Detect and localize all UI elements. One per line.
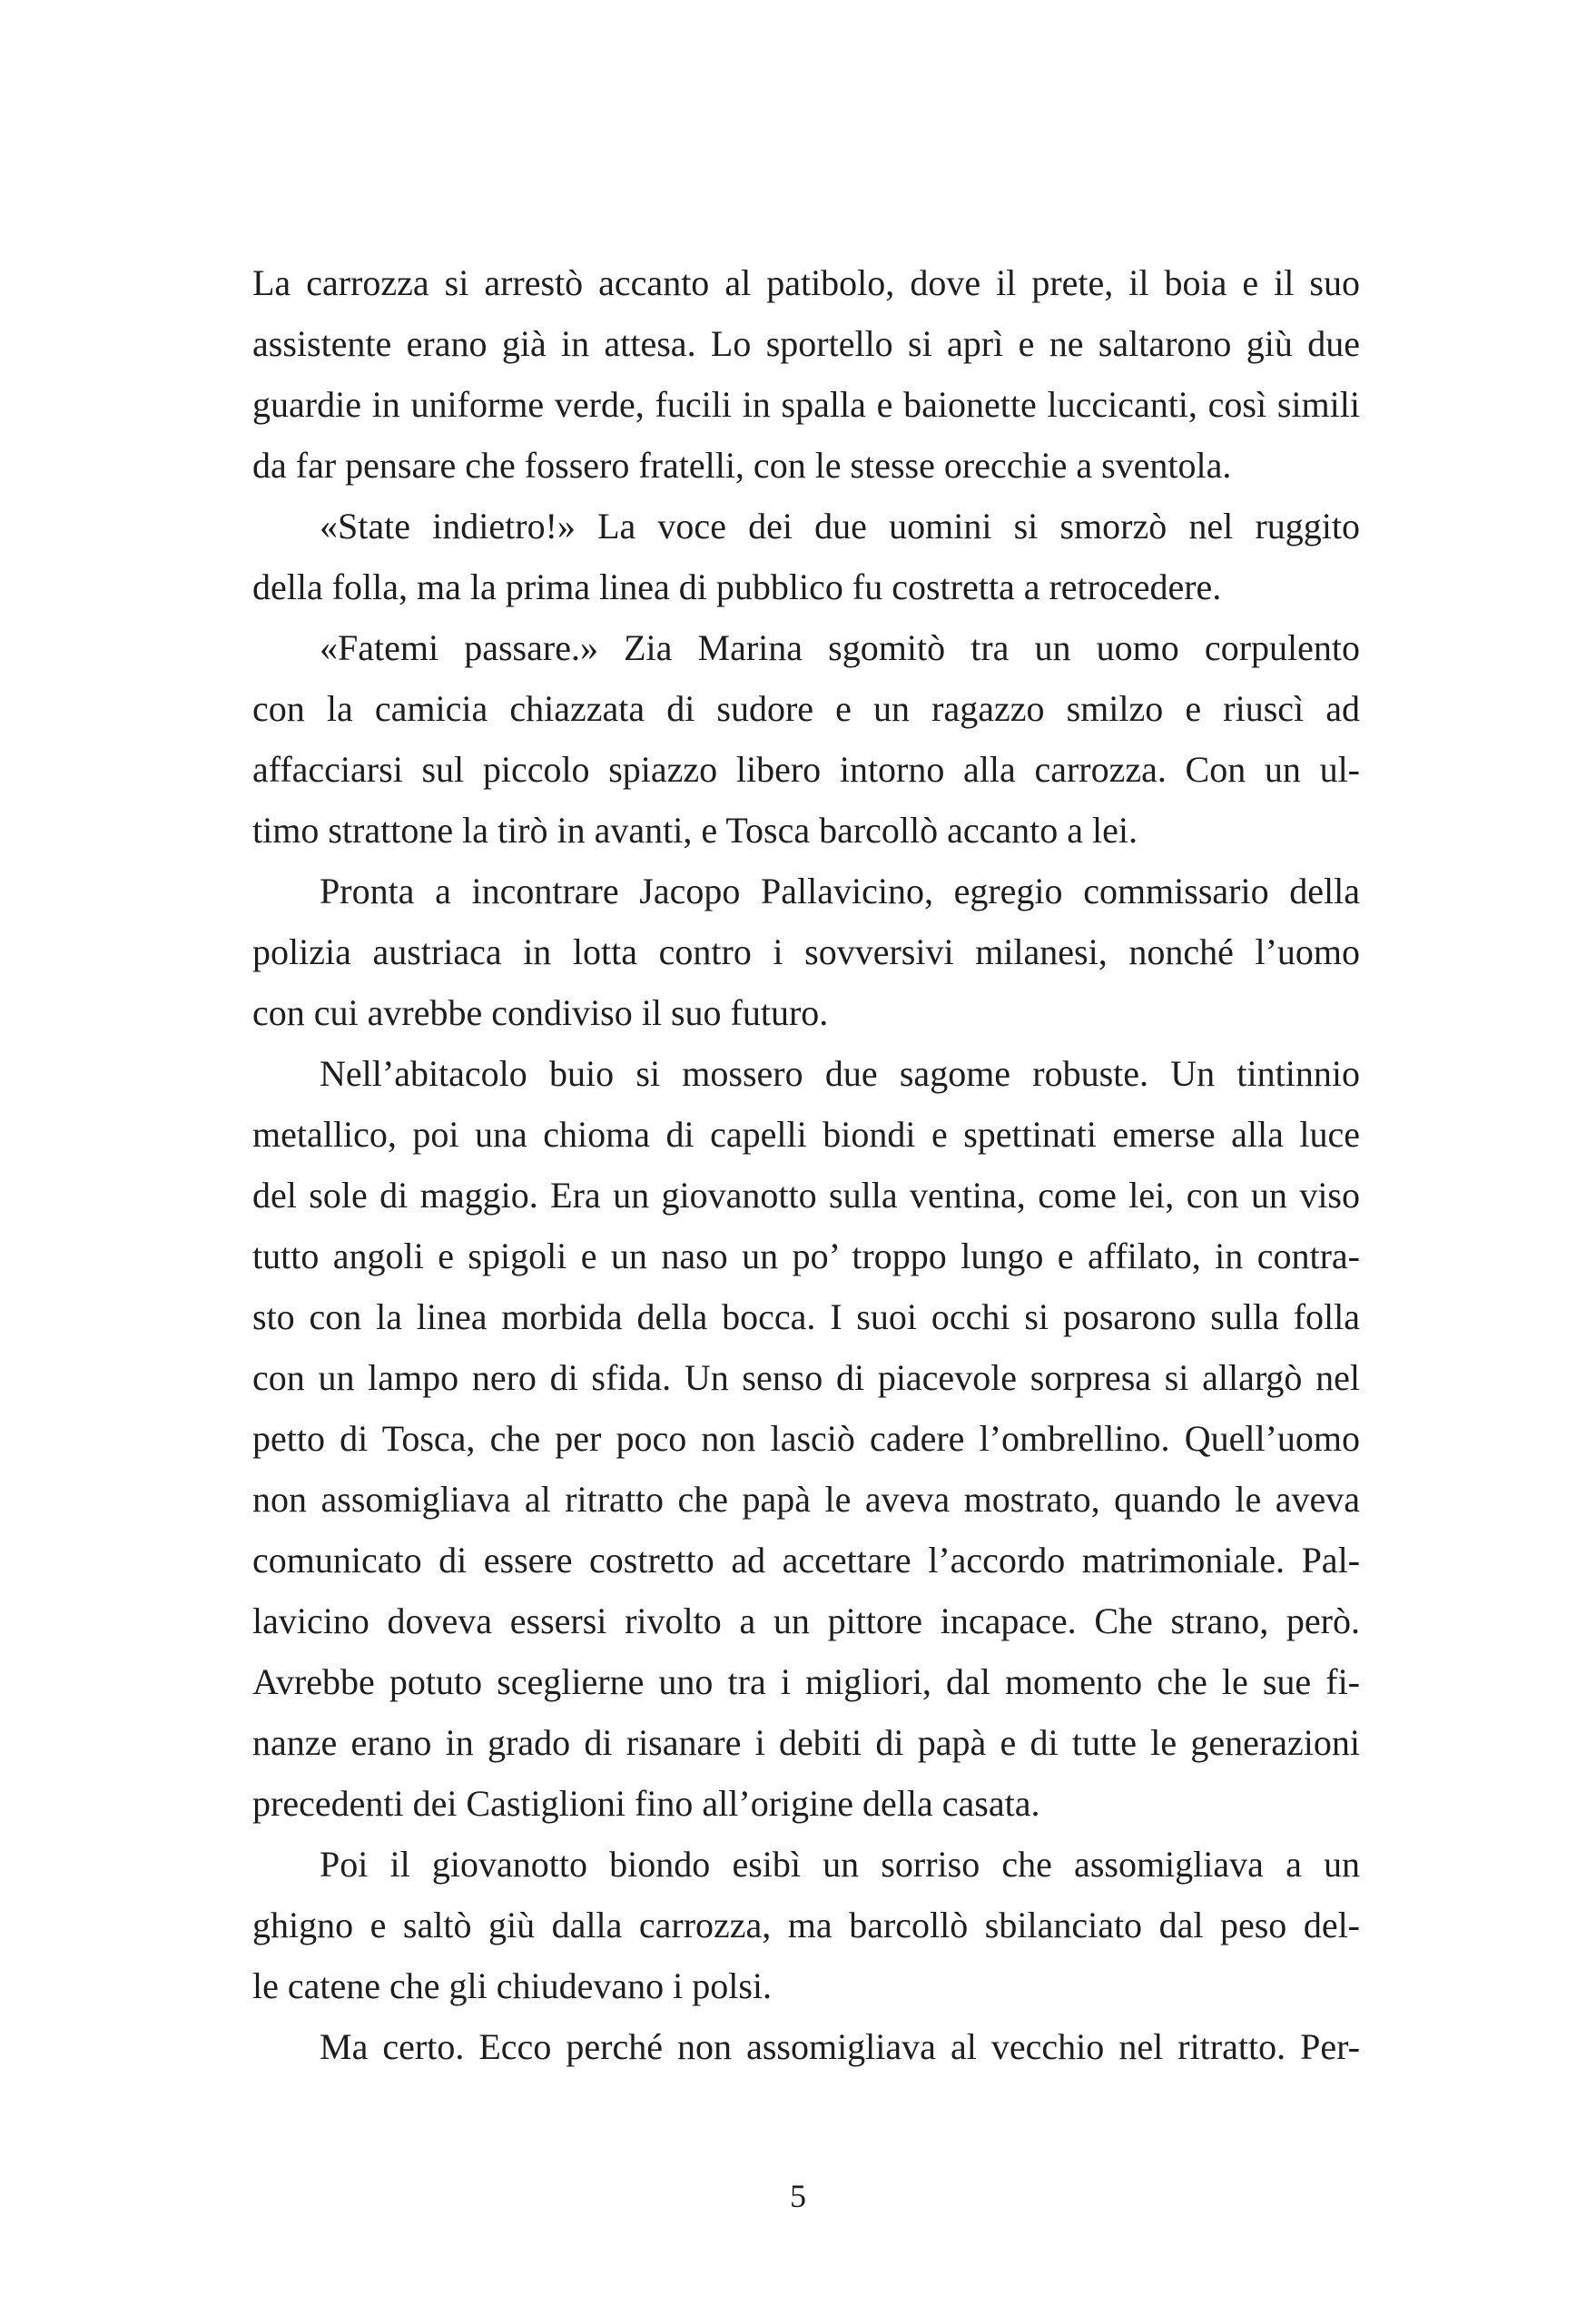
text-line: guardie in uniforme verde, fucili in spalla e baionette luccicanti, così simili bbox=[252, 384, 1360, 425]
text-line: le catene che gli chiudevano i polsi. bbox=[252, 1965, 773, 2006]
text-line: tutto angoli e spigoli e un naso un po’ troppo lungo e affilato, in contra- bbox=[252, 1236, 1360, 1276]
text-line: Ma certo. Ecco perché non assomigliava al vecchio nel ritratto. Per- bbox=[320, 2026, 1360, 2067]
text-line: da far pensare che fossero fratelli, con le stesse orecchie a sventola. bbox=[252, 445, 1232, 486]
text-line: Pronta a incontrare Jacopo Pallavicino, egregio commissario della bbox=[320, 871, 1360, 911]
text-line: lavicino doveva essersi rivolto a un pittore incapace. Che strano, però. bbox=[252, 1600, 1360, 1641]
text-line: del sole di maggio. Era un giovanotto sulla ventina, come lei, con un viso bbox=[252, 1175, 1360, 1216]
page-number: 5 bbox=[790, 2178, 806, 2214]
text-line: Avrebbe potuto sceglierne uno tra i migliori, dal momento che le sue fi- bbox=[252, 1661, 1360, 1702]
text-line: sto con la linea morbida della bocca. I suoi occhi si posarono sulla folla bbox=[252, 1296, 1360, 1337]
text-line: La carrozza si arrestò accanto al patibolo, dove il prete, il boia e il suo bbox=[252, 262, 1360, 303]
text-line: Nell’abitacolo buio si mossero due sagome robuste. Un tintinnio bbox=[320, 1053, 1360, 1094]
text-line: assistente erano già in attesa. Lo sportello si aprì e ne saltarono giù due bbox=[252, 323, 1360, 364]
text-line: con cui avrebbe condiviso il suo futuro. bbox=[252, 992, 829, 1033]
body-text bbox=[252, 252, 1360, 2077]
text-line: comunicato di essere costretto ad accettare l’accordo matrimoniale. Pal- bbox=[252, 1540, 1360, 1581]
text-line: ghigno e saltò giù dalla carrozza, ma barcollò sbilanciato dal peso del- bbox=[252, 1905, 1360, 1945]
text-line: metallico, poi una chioma di capelli biondi e spettinati emerse alla luce bbox=[252, 1114, 1360, 1155]
text-line: «State indietro!» La voce dei due uomini si smorzò nel ruggito bbox=[320, 506, 1360, 547]
text-line: «Fatemi passare.» Zia Marina sgomitò tra un uomo corpulento bbox=[320, 627, 1360, 668]
text-line: affacciarsi sul piccolo spiazzo libero intorno alla carrozza. Con un ul- bbox=[252, 749, 1360, 790]
text-line: precedenti dei Castiglioni fino all’origine della casata. bbox=[252, 1783, 1040, 1824]
text-line: con un lampo nero di sfida. Un senso di piacevole sorpresa si allargò nel bbox=[252, 1357, 1360, 1398]
text-line: petto di Tosca, che per poco non lasciò cadere l’ombrellino. Quell’uomo bbox=[252, 1418, 1360, 1459]
text-line: timo strattone la tirò in avanti, e Tosca barcollò accanto a lei. bbox=[252, 810, 1138, 851]
text-line: della folla, ma la prima linea di pubblico fu costretta a retrocedere. bbox=[252, 566, 1222, 607]
text-line: polizia austriaca in lotta contro i sovversivi milanesi, nonché l’uomo bbox=[252, 931, 1360, 972]
text-line: non assomigliava al ritratto che papà le aveva mostrato, quando le aveva bbox=[252, 1479, 1360, 1520]
text-line: nanze erano in grado di risanare i debiti di papà e di tutte le generazioni bbox=[252, 1722, 1360, 1763]
text-line: con la camicia chiazzata di sudore e un ragazzo smilzo e riuscì ad bbox=[252, 688, 1360, 729]
text-line: Poi il giovanotto biondo esibì un sorriso che assomigliava a un bbox=[320, 1844, 1360, 1885]
